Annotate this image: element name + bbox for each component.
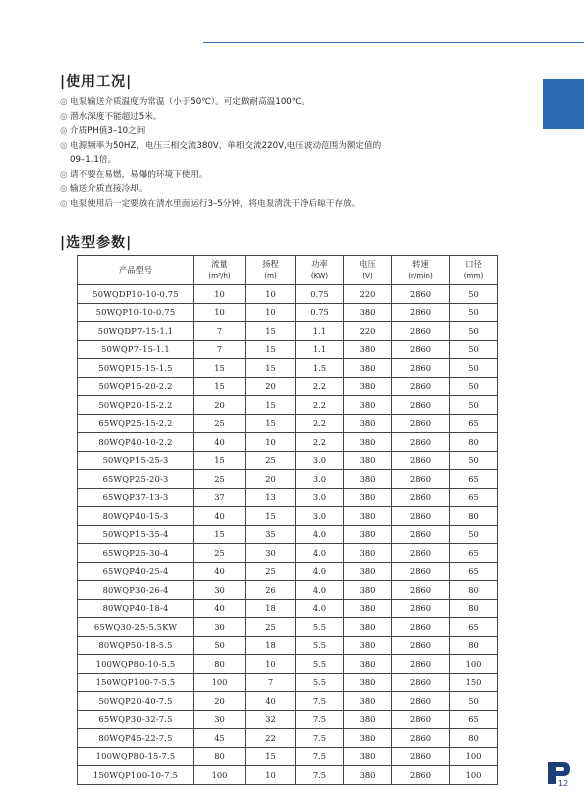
column-header-unit: (r/min) — [408, 271, 433, 280]
circle-bullet-icon: ◎ — [60, 126, 68, 136]
table-cell: 50 — [450, 322, 498, 341]
table-row — [78, 340, 498, 359]
table-cell: 25 — [194, 470, 246, 489]
table-cell: 380 — [344, 433, 392, 452]
model-cell: 150WQP100-7-5.5 — [78, 673, 194, 692]
table-row — [78, 488, 498, 507]
table-cell: 10 — [246, 303, 296, 322]
table-cell: 25 — [194, 414, 246, 433]
table-cell: 2860 — [392, 470, 450, 489]
table-cell: 3.0 — [296, 488, 344, 507]
column-header-name: 电压 — [359, 259, 376, 269]
model-cell: 65WQP30-32-7.5 — [78, 710, 194, 729]
table-row — [78, 322, 498, 341]
table-cell: 4.0 — [296, 525, 344, 544]
table-cell: 380 — [344, 729, 392, 748]
table-cell: 15 — [194, 451, 246, 470]
table-cell: 65 — [450, 470, 498, 489]
table-cell: 32 — [246, 710, 296, 729]
column-header-unit: (m³/h) — [208, 271, 231, 280]
table-cell: 40 — [194, 433, 246, 452]
table-cell: 15 — [246, 747, 296, 766]
table-cell: 0.75 — [296, 303, 344, 322]
column-header — [392, 256, 450, 285]
table-cell: 2860 — [392, 507, 450, 526]
model-cell: 80WQP45-22-7.5 — [78, 729, 194, 748]
model-cell: 50WQP20-40-7.5 — [78, 692, 194, 711]
table-cell: 4.0 — [296, 599, 344, 618]
table-cell: 1.1 — [296, 322, 344, 341]
chapter-side-tab — [543, 79, 584, 129]
column-header-unit: (mm) — [463, 271, 484, 280]
table-row — [78, 470, 498, 489]
table-cell: 50 — [450, 285, 498, 304]
header-divider-line — [203, 42, 584, 43]
table-cell: 20 — [194, 396, 246, 415]
model-cell: 65WQP25-30-4 — [78, 544, 194, 563]
table-cell: 150 — [450, 673, 498, 692]
table-cell: 2860 — [392, 525, 450, 544]
table-cell: 35 — [246, 525, 296, 544]
circle-bullet-icon: ◎ — [60, 97, 68, 107]
table-cell: 5.5 — [296, 636, 344, 655]
table-row — [78, 636, 498, 655]
table-cell: 15 — [194, 359, 246, 378]
model-cell: 65WQP37-13-3 — [78, 488, 194, 507]
table-cell: 30 — [194, 710, 246, 729]
model-cell: 100WQP80-15-7.5 — [78, 747, 194, 766]
table-cell: 65 — [450, 488, 498, 507]
table-cell: 380 — [344, 377, 392, 396]
model-cell: 80WQP40-18-4 — [78, 599, 194, 618]
table-cell: 7 — [194, 340, 246, 359]
model-cell: 50WQP10-10-0.75 — [78, 303, 194, 322]
table-cell: 380 — [344, 340, 392, 359]
table-cell: 3.0 — [296, 507, 344, 526]
table-cell: 2860 — [392, 285, 450, 304]
table-cell: 380 — [344, 766, 392, 785]
table-cell: 80 — [194, 747, 246, 766]
usage-item — [60, 95, 500, 110]
table-cell: 380 — [344, 470, 392, 489]
column-header-name: 转速 — [412, 259, 429, 269]
usage-item — [60, 124, 500, 139]
circle-bullet-icon: ◎ — [60, 140, 68, 151]
table-cell: 22 — [246, 729, 296, 748]
table-cell: 380 — [344, 747, 392, 766]
table-cell: 80 — [450, 729, 498, 748]
table-row — [78, 710, 498, 729]
table-cell: 50 — [450, 340, 498, 359]
table-row — [78, 766, 498, 785]
table-row — [78, 507, 498, 526]
table-cell: 2860 — [392, 636, 450, 655]
table-cell: 25 — [194, 544, 246, 563]
usage-item-text: 输送介质直接冷却。 — [70, 184, 148, 194]
table-row — [78, 285, 498, 304]
table-cell: 30 — [194, 581, 246, 600]
table-row — [78, 359, 498, 378]
table-cell: 100 — [450, 766, 498, 785]
table-cell: 2860 — [392, 562, 450, 581]
table-cell: 40 — [246, 692, 296, 711]
selection-parameters-table — [77, 255, 498, 785]
table-cell: 18 — [246, 599, 296, 618]
table-cell: 7.5 — [296, 729, 344, 748]
table-cell: 2860 — [392, 451, 450, 470]
table-cell: 40 — [194, 562, 246, 581]
table-cell: 13 — [246, 488, 296, 507]
table-cell: 2860 — [392, 322, 450, 341]
table-cell: 1.1 — [296, 340, 344, 359]
table-cell: 380 — [344, 562, 392, 581]
table-cell: 50 — [450, 692, 498, 711]
model-cell: 80WQP40-15-3 — [78, 507, 194, 526]
model-cell: 80WQP50-18-5.5 — [78, 636, 194, 655]
table-cell: 50 — [450, 396, 498, 415]
table-cell: 4.0 — [296, 562, 344, 581]
table-cell: 7.5 — [296, 766, 344, 785]
table-cell: 2860 — [392, 488, 450, 507]
table-cell: 4.0 — [296, 581, 344, 600]
table-cell: 15 — [246, 359, 296, 378]
table-cell: 2860 — [392, 655, 450, 674]
usage-item-text: 潜水深度不能超过5米。 — [70, 111, 162, 122]
table-cell: 380 — [344, 525, 392, 544]
table-cell: 7.5 — [296, 710, 344, 729]
column-header — [246, 256, 296, 285]
table-cell: 3.0 — [296, 470, 344, 489]
column-header-name: 流量 — [211, 259, 228, 269]
table-row — [78, 377, 498, 396]
table-cell: 80 — [194, 655, 246, 674]
table-cell: 15 — [246, 507, 296, 526]
table-cell: 7.5 — [296, 692, 344, 711]
table-row — [78, 618, 498, 637]
table-cell: 380 — [344, 599, 392, 618]
table-row — [78, 692, 498, 711]
table-row — [78, 451, 498, 470]
circle-bullet-icon: ◎ — [60, 198, 68, 209]
table-cell: 80 — [450, 433, 498, 452]
table-cell: 50 — [194, 636, 246, 655]
table-cell: 80 — [450, 636, 498, 655]
table-cell: 15 — [246, 322, 296, 341]
table-cell: 3.0 — [296, 451, 344, 470]
usage-item — [60, 168, 500, 183]
table-cell: 25 — [246, 618, 296, 637]
table-cell: 2860 — [392, 544, 450, 563]
table-cell: 18 — [246, 636, 296, 655]
table-cell: 2860 — [392, 766, 450, 785]
column-header — [450, 256, 498, 285]
table-row — [78, 414, 498, 433]
table-cell: 380 — [344, 451, 392, 470]
table-cell: 100 — [450, 747, 498, 766]
table-row — [78, 562, 498, 581]
table-cell: 10 — [246, 433, 296, 452]
table-cell: 380 — [344, 507, 392, 526]
table-cell: 10 — [246, 285, 296, 304]
table-cell: 380 — [344, 673, 392, 692]
usage-item-text: 09–1.1倍。 — [70, 155, 117, 165]
table-cell: 380 — [344, 544, 392, 563]
table-cell: 65 — [450, 544, 498, 563]
column-header-name: 产品型号 — [118, 264, 153, 275]
model-cell: 80WQP30-26-4 — [78, 581, 194, 600]
table-cell: 2860 — [392, 433, 450, 452]
usage-item-text: 电源频率为50HZ，电压三相交流380V，单相交流220V,电压波动范围为额定值的 — [70, 140, 382, 151]
table-cell: 380 — [344, 618, 392, 637]
column-header — [78, 256, 194, 285]
table-cell: 7.5 — [296, 747, 344, 766]
table-cell: 2.2 — [296, 396, 344, 415]
usage-item — [60, 139, 500, 154]
model-cell: 80WQP40-10-2.2 — [78, 433, 194, 452]
page-number: 12 — [558, 779, 569, 788]
table-cell: 80 — [450, 599, 498, 618]
selection-parameters-title: |选型参数| — [60, 235, 133, 251]
model-cell: 65WQP25-20-3 — [78, 470, 194, 489]
table-row — [78, 673, 498, 692]
table-cell: 25 — [246, 562, 296, 581]
table-cell: 20 — [246, 377, 296, 396]
model-cell: 50WQDP10-10-0.75 — [78, 285, 194, 304]
model-cell: 50WQP15-35-4 — [78, 525, 194, 544]
table-cell: 380 — [344, 692, 392, 711]
model-cell: 150WQP100-10-7.5 — [78, 766, 194, 785]
usage-item — [60, 110, 500, 125]
table-cell: 2860 — [392, 747, 450, 766]
table-cell: 65 — [450, 414, 498, 433]
model-cell: 65WQP25-15-2.2 — [78, 414, 194, 433]
table-cell: 10 — [194, 303, 246, 322]
model-cell: 100WQP80-10-5.5 — [78, 655, 194, 674]
table-header-row — [78, 256, 498, 285]
column-header-unit: (m) — [264, 271, 277, 280]
table-cell: 7 — [194, 322, 246, 341]
usage-conditions-title: |使用工况| — [60, 74, 133, 90]
usage-item — [60, 153, 500, 168]
table-cell: 2860 — [392, 729, 450, 748]
table-cell: 40 — [194, 507, 246, 526]
table-cell: 40 — [194, 599, 246, 618]
table-cell: 380 — [344, 359, 392, 378]
table-cell: 15 — [246, 414, 296, 433]
table-cell: 4.0 — [296, 544, 344, 563]
table-row — [78, 303, 498, 322]
table-cell: 20 — [194, 692, 246, 711]
table-cell: 65 — [450, 618, 498, 637]
model-cell: 50WQP7-15-1.1 — [78, 340, 194, 359]
table-cell: 50 — [450, 359, 498, 378]
table-cell: 380 — [344, 488, 392, 507]
column-header — [296, 256, 344, 285]
table-cell: 7 — [246, 673, 296, 692]
usage-item — [60, 197, 500, 212]
table-cell: 37 — [194, 488, 246, 507]
usage-conditions-list — [60, 95, 500, 211]
table-cell: 15 — [246, 340, 296, 359]
table-cell: 2860 — [392, 377, 450, 396]
table-cell: 15 — [246, 396, 296, 415]
table-row — [78, 729, 498, 748]
table-cell: 2860 — [392, 581, 450, 600]
table-cell: 50 — [450, 451, 498, 470]
model-cell: 50WQDP7-15-1.1 — [78, 322, 194, 341]
circle-bullet-icon: ◎ — [60, 184, 68, 194]
table-cell: 50 — [450, 303, 498, 322]
table-cell: 2.2 — [296, 414, 344, 433]
table-cell: 2860 — [392, 692, 450, 711]
table-row — [78, 655, 498, 674]
table-cell: 100 — [194, 766, 246, 785]
table-cell: 100 — [450, 655, 498, 674]
model-cell: 50WQP15-25-3 — [78, 451, 194, 470]
table-cell: 380 — [344, 396, 392, 415]
table-cell: 2860 — [392, 673, 450, 692]
model-cell: 50WQP15-20-2.2 — [78, 377, 194, 396]
column-header-unit: (V) — [362, 271, 373, 280]
table-row — [78, 544, 498, 563]
usage-item-text: 介质PH值3–10之间 — [70, 126, 146, 136]
table-cell: 5.5 — [296, 618, 344, 637]
usage-item-text: 请不要在易燃，易爆的环境下使用。 — [70, 169, 208, 180]
table-cell: 380 — [344, 655, 392, 674]
usage-item — [60, 182, 500, 197]
table-cell: 10 — [194, 285, 246, 304]
table-cell: 2.2 — [296, 377, 344, 396]
circle-bullet-icon: ◎ — [60, 169, 68, 180]
table-row — [78, 599, 498, 618]
table-cell: 0.75 — [296, 285, 344, 304]
table-cell: 2860 — [392, 396, 450, 415]
table-cell: 80 — [450, 507, 498, 526]
table-cell: 100 — [194, 673, 246, 692]
table-cell: 10 — [246, 766, 296, 785]
table-row — [78, 433, 498, 452]
model-cell: 65WQ30-25-5.5KW — [78, 618, 194, 637]
table-cell: 30 — [246, 544, 296, 563]
table-cell: 5.5 — [296, 673, 344, 692]
column-header-name: 功率 — [311, 259, 328, 269]
column-header — [194, 256, 246, 285]
table-cell: 80 — [450, 581, 498, 600]
table-cell: 2860 — [392, 303, 450, 322]
model-cell: 50WQP20-15-2.2 — [78, 396, 194, 415]
table-cell: 2860 — [392, 340, 450, 359]
usage-item-text: 电泵输送介质温度为常温（小于50℃）。可定做耐高温100℃。 — [70, 97, 310, 107]
table-cell: 380 — [344, 303, 392, 322]
table-row — [78, 581, 498, 600]
table-row — [78, 525, 498, 544]
table-cell: 380 — [344, 414, 392, 433]
table-cell: 220 — [344, 285, 392, 304]
table-cell: 1.5 — [296, 359, 344, 378]
table-cell: 2860 — [392, 599, 450, 618]
table-cell: 10 — [246, 655, 296, 674]
table-cell: 380 — [344, 636, 392, 655]
table-cell: 15 — [194, 525, 246, 544]
table-cell: 2860 — [392, 618, 450, 637]
table-cell: 15 — [194, 377, 246, 396]
table-cell: 26 — [246, 581, 296, 600]
table-cell: 220 — [344, 322, 392, 341]
table-cell: 2860 — [392, 710, 450, 729]
column-header-name: 口径 — [465, 259, 482, 269]
column-header-name: 扬程 — [262, 259, 279, 269]
column-header — [344, 256, 392, 285]
table-cell: 5.5 — [296, 655, 344, 674]
model-cell: 50WQP15-15-1.5 — [78, 359, 194, 378]
table-cell: 2.2 — [296, 433, 344, 452]
table-cell: 50 — [450, 525, 498, 544]
column-header-unit: (KW) — [310, 271, 329, 280]
table-cell: 20 — [246, 470, 296, 489]
table-cell: 65 — [450, 562, 498, 581]
table-cell: 25 — [246, 451, 296, 470]
table-cell: 380 — [344, 710, 392, 729]
table-row — [78, 396, 498, 415]
table-cell: 2860 — [392, 414, 450, 433]
table-cell: 45 — [194, 729, 246, 748]
model-cell: 65WQP40-25-4 — [78, 562, 194, 581]
circle-bullet-icon: ◎ — [60, 111, 68, 122]
table-cell: 50 — [450, 377, 498, 396]
table-cell: 380 — [344, 581, 392, 600]
table-cell: 65 — [450, 710, 498, 729]
table-row — [78, 747, 498, 766]
usage-item-text: 电泵使用后一定要放在清水里面运行3–5分钟，将电泵清洗干净后晾干存放。 — [70, 198, 361, 209]
table-cell: 30 — [194, 618, 246, 637]
table-cell: 2860 — [392, 359, 450, 378]
